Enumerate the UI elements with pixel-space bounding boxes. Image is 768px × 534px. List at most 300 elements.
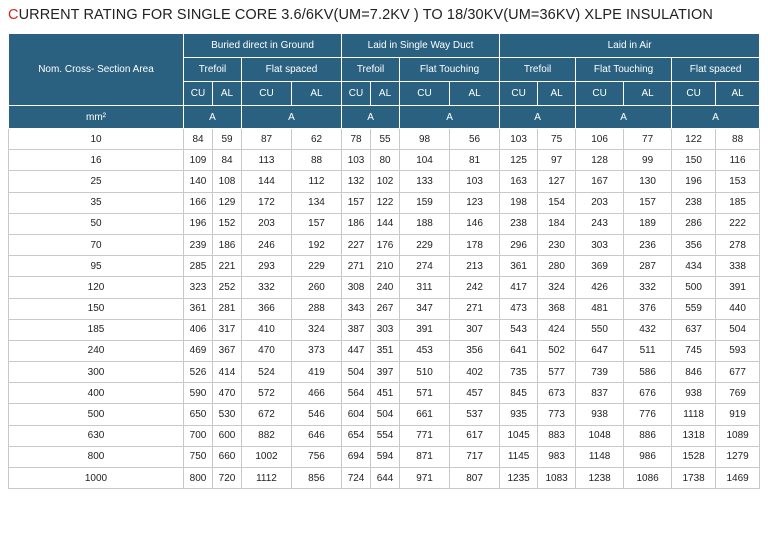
rating-cell: 77 [624,129,672,150]
area-cell: 35 [9,192,184,213]
conductor-header: CU [576,82,624,106]
conductor-header: AL [624,82,672,106]
rating-cell: 230 [538,234,576,255]
conductor-header: AL [716,82,760,106]
rating-cell: 846 [672,362,716,383]
rating-cell: 227 [342,234,371,255]
rating-cell: 750 [184,446,213,467]
rating-cell: 84 [184,129,213,150]
rating-cell: 203 [242,213,292,234]
area-cell: 10 [9,129,184,150]
rating-cell: 771 [400,425,450,446]
table-row [9,383,760,404]
rating-cell: 882 [242,425,292,446]
rating-cell: 203 [576,192,624,213]
rating-cell: 1469 [716,468,760,489]
conductor-header: AL [371,82,400,106]
rating-cell: 1112 [242,468,292,489]
subheader: Trefoil [500,58,576,82]
table-row [9,425,760,446]
rating-cell: 590 [184,383,213,404]
title-initial: C [8,7,19,23]
table-row [9,319,760,340]
rating-cell: 644 [371,468,400,489]
rating-cell: 776 [624,404,672,425]
rating-cell: 694 [342,446,371,467]
rating-cell: 128 [576,150,624,171]
rating-cell: 75 [538,129,576,150]
rating-cell: 132 [342,171,371,192]
conductor-header: CU [672,82,716,106]
area-cell: 630 [9,425,184,446]
rating-cell: 511 [624,340,672,361]
rating-cell: 157 [292,213,342,234]
header-cross-section: Nom. Cross- Section Area [9,34,184,106]
rating-cell: 154 [538,192,576,213]
rating-cell: 351 [371,340,400,361]
rating-cell: 163 [500,171,538,192]
rating-cell: 546 [292,404,342,425]
unit-current: A [242,106,342,129]
rating-cell: 919 [716,404,760,425]
rating-cell: 108 [213,171,242,192]
rating-cell: 543 [500,319,538,340]
rating-cell: 293 [242,256,292,277]
table-row [9,171,760,192]
rating-cell: 724 [342,468,371,489]
rating-cell: 240 [371,277,400,298]
area-cell: 300 [9,362,184,383]
area-cell: 25 [9,171,184,192]
rating-cell: 397 [371,362,400,383]
rating-cell: 1235 [500,468,538,489]
rating-cell: 661 [400,404,450,425]
area-cell: 240 [9,340,184,361]
rating-cell: 473 [500,298,538,319]
rating-cell: 571 [400,383,450,404]
rating-cell: 84 [213,150,242,171]
rating-cell: 717 [450,446,500,467]
conductor-header: CU [342,82,371,106]
area-cell: 120 [9,277,184,298]
rating-cell: 559 [672,298,716,319]
rating-cell: 198 [500,192,538,213]
unit-current: A [672,106,760,129]
rating-cell: 756 [292,446,342,467]
area-cell: 185 [9,319,184,340]
rating-cell: 773 [538,404,576,425]
rating-cell: 745 [672,340,716,361]
table-row [9,234,760,255]
rating-cell: 278 [716,234,760,255]
rating-cell: 1145 [500,446,538,467]
rating-cell: 526 [184,362,213,383]
header-single-way-duct: Laid in Single Way Duct [342,34,500,58]
rating-cell: 332 [242,277,292,298]
rating-cell: 593 [716,340,760,361]
unit-current: A [184,106,242,129]
rating-cell: 271 [342,256,371,277]
rating-cell: 80 [371,150,400,171]
rating-cell: 134 [292,192,342,213]
rating-cell: 524 [242,362,292,383]
rating-cell: 1279 [716,446,760,467]
rating-cell: 140 [184,171,213,192]
rating-cell: 617 [450,425,500,446]
rating-cell: 410 [242,319,292,340]
rating-cell: 116 [716,150,760,171]
rating-cell: 55 [371,129,400,150]
rating-cell: 646 [292,425,342,446]
rating-cell: 88 [716,129,760,150]
rating-cell: 236 [624,234,672,255]
rating-cell: 62 [292,129,342,150]
header-buried-direct: Buried direct in Ground [184,34,342,58]
rating-cell: 144 [371,213,400,234]
rating-cell: 660 [213,446,242,467]
unit-current: A [400,106,500,129]
rating-cell: 150 [672,150,716,171]
unit-current: A [576,106,672,129]
rating-cell: 720 [213,468,242,489]
rating-cell: 935 [500,404,538,425]
rating-cell: 1089 [716,425,760,446]
rating-cell: 189 [624,213,672,234]
rating-cell: 213 [450,256,500,277]
rating-cell: 406 [184,319,213,340]
rating-cell: 303 [576,234,624,255]
rating-cell: 347 [400,298,450,319]
rating-cell: 502 [538,340,576,361]
rating-cell: 146 [450,213,500,234]
table-row [9,256,760,277]
rating-cell: 222 [716,213,760,234]
rating-cell: 650 [184,404,213,425]
rating-cell: 109 [184,150,213,171]
rating-cell: 419 [292,362,342,383]
rating-cell: 167 [576,171,624,192]
rating-cell: 186 [213,234,242,255]
rating-cell: 56 [450,129,500,150]
rating-cell: 281 [213,298,242,319]
current-rating-table [8,33,760,489]
rating-cell: 440 [716,298,760,319]
rating-cell: 800 [184,468,213,489]
rating-cell: 1002 [242,446,292,467]
rating-cell: 343 [342,298,371,319]
rating-cell: 229 [400,234,450,255]
rating-cell: 1083 [538,468,576,489]
rating-cell: 311 [400,277,450,298]
rating-cell: 672 [242,404,292,425]
rating-cell: 586 [624,362,672,383]
rating-cell: 938 [576,404,624,425]
rating-cell: 504 [342,362,371,383]
conductor-header: AL [213,82,242,106]
subheader: Flat Touching [400,58,500,82]
rating-cell: 78 [342,129,371,150]
rating-cell: 159 [400,192,450,213]
rating-cell: 286 [672,213,716,234]
rating-cell: 432 [624,319,672,340]
rating-cell: 466 [292,383,342,404]
rating-cell: 238 [500,213,538,234]
rating-cell: 594 [371,446,400,467]
rating-cell: 564 [342,383,371,404]
rating-cell: 424 [538,319,576,340]
rating-cell: 938 [672,383,716,404]
table-row [9,404,760,425]
rating-cell: 122 [371,192,400,213]
rating-cell: 356 [450,340,500,361]
table-header [9,34,760,129]
rating-cell: 129 [213,192,242,213]
rating-cell: 550 [576,319,624,340]
rating-cell: 104 [400,150,450,171]
rating-cell: 274 [400,256,450,277]
table-row [9,298,760,319]
rating-cell: 87 [242,129,292,150]
subheader: Trefoil [184,58,242,82]
rating-cell: 307 [450,319,500,340]
rating-cell: 1238 [576,468,624,489]
rating-cell: 453 [400,340,450,361]
conductor-header: CU [242,82,292,106]
rating-cell: 604 [342,404,371,425]
rating-cell: 296 [500,234,538,255]
rating-cell: 152 [213,213,242,234]
rating-cell: 196 [672,171,716,192]
rating-cell: 285 [184,256,213,277]
rating-cell: 1528 [672,446,716,467]
rating-cell: 188 [400,213,450,234]
unit-area: mm² [9,106,184,129]
rating-cell: 676 [624,383,672,404]
rating-cell: 470 [242,340,292,361]
table-row [9,340,760,361]
rating-cell: 356 [672,234,716,255]
unit-current: A [342,106,400,129]
rating-cell: 361 [500,256,538,277]
rating-cell: 376 [624,298,672,319]
rating-cell: 166 [184,192,213,213]
rating-cell: 99 [624,150,672,171]
rating-cell: 252 [213,277,242,298]
rating-cell: 267 [371,298,400,319]
rating-cell: 1318 [672,425,716,446]
rating-cell: 1045 [500,425,538,446]
rating-cell: 481 [576,298,624,319]
page-title [8,4,713,26]
area-cell: 800 [9,446,184,467]
rating-cell: 983 [538,446,576,467]
rating-cell: 677 [716,362,760,383]
table-row [9,277,760,298]
rating-cell: 469 [184,340,213,361]
rating-cell: 123 [450,192,500,213]
table-body [9,129,760,489]
rating-cell: 88 [292,150,342,171]
rating-cell: 243 [576,213,624,234]
rating-cell: 153 [716,171,760,192]
rating-cell: 81 [450,150,500,171]
rating-cell: 417 [500,277,538,298]
rating-cell: 1048 [576,425,624,446]
rating-cell: 366 [242,298,292,319]
table-row [9,446,760,467]
rating-cell: 103 [342,150,371,171]
rating-cell: 271 [450,298,500,319]
rating-cell: 192 [292,234,342,255]
rating-cell: 369 [576,256,624,277]
rating-cell: 185 [716,192,760,213]
rating-cell: 287 [624,256,672,277]
area-cell: 16 [9,150,184,171]
rating-cell: 196 [184,213,213,234]
rating-cell: 98 [400,129,450,150]
title-rest: URRENT RATING FOR SINGLE CORE 3.6/6KV(UM=7.2KV ) TO 18/30KV(UM=36KV) XLPE INSULATION [18,7,713,23]
rating-cell: 447 [342,340,371,361]
rating-cell: 986 [624,446,672,467]
area-cell: 500 [9,404,184,425]
rating-cell: 239 [184,234,213,255]
rating-cell: 323 [184,277,213,298]
rating-cell: 133 [400,171,450,192]
rating-cell: 242 [450,277,500,298]
rating-cell: 229 [292,256,342,277]
rating-cell: 59 [213,129,242,150]
conductor-header: AL [292,82,342,106]
conductor-header: CU [500,82,538,106]
rating-cell: 871 [400,446,450,467]
rating-cell: 157 [624,192,672,213]
subheader: Flat Touching [576,58,672,82]
rating-cell: 572 [242,383,292,404]
rating-cell: 246 [242,234,292,255]
rating-cell: 577 [538,362,576,383]
rating-cell: 739 [576,362,624,383]
rating-cell: 338 [716,256,760,277]
rating-cell: 367 [213,340,242,361]
rating-cell: 641 [500,340,538,361]
table-row [9,129,760,150]
rating-cell: 387 [342,319,371,340]
rating-cell: 530 [213,404,242,425]
table-row [9,192,760,213]
rating-cell: 883 [538,425,576,446]
rating-cell: 510 [400,362,450,383]
rating-cell: 280 [538,256,576,277]
rating-cell: 391 [400,319,450,340]
rating-cell: 102 [371,171,400,192]
table-row [9,213,760,234]
rating-cell: 324 [292,319,342,340]
rating-cell: 554 [371,425,400,446]
rating-cell: 317 [213,319,242,340]
rating-cell: 112 [292,171,342,192]
rating-cell: 106 [576,129,624,150]
rating-cell: 113 [242,150,292,171]
conductor-header: AL [450,82,500,106]
rating-cell: 504 [716,319,760,340]
area-cell: 70 [9,234,184,255]
table-row [9,150,760,171]
area-cell: 95 [9,256,184,277]
rating-cell: 186 [342,213,371,234]
rating-cell: 172 [242,192,292,213]
rating-cell: 103 [500,129,538,150]
rating-cell: 769 [716,383,760,404]
rating-cell: 414 [213,362,242,383]
subheader: Trefoil [342,58,400,82]
rating-cell: 210 [371,256,400,277]
rating-cell: 426 [576,277,624,298]
rating-cell: 470 [213,383,242,404]
rating-cell: 837 [576,383,624,404]
rating-cell: 700 [184,425,213,446]
rating-cell: 184 [538,213,576,234]
rating-cell: 537 [450,404,500,425]
rating-cell: 1738 [672,468,716,489]
subheader: Flat spaced [242,58,342,82]
rating-cell: 402 [450,362,500,383]
rating-cell: 176 [371,234,400,255]
rating-cell: 391 [716,277,760,298]
rating-cell: 647 [576,340,624,361]
rating-cell: 434 [672,256,716,277]
rating-cell: 654 [342,425,371,446]
rating-cell: 845 [500,383,538,404]
rating-cell: 103 [450,171,500,192]
table-row [9,468,760,489]
area-cell: 150 [9,298,184,319]
rating-cell: 221 [213,256,242,277]
subheader: Flat spaced [672,58,760,82]
conductor-header: AL [538,82,576,106]
rating-cell: 373 [292,340,342,361]
rating-cell: 125 [500,150,538,171]
rating-cell: 260 [292,277,342,298]
rating-cell: 600 [213,425,242,446]
area-cell: 50 [9,213,184,234]
rating-cell: 308 [342,277,371,298]
rating-cell: 457 [450,383,500,404]
conductor-header: CU [184,82,213,106]
rating-cell: 1118 [672,404,716,425]
rating-cell: 637 [672,319,716,340]
rating-cell: 368 [538,298,576,319]
area-cell: 400 [9,383,184,404]
rating-cell: 1148 [576,446,624,467]
rating-cell: 504 [371,404,400,425]
rating-cell: 303 [371,319,400,340]
rating-cell: 122 [672,129,716,150]
conductor-header: CU [400,82,450,106]
header-laid-in-air: Laid in Air [500,34,760,58]
rating-cell: 332 [624,277,672,298]
rating-cell: 856 [292,468,342,489]
rating-cell: 735 [500,362,538,383]
rating-cell: 238 [672,192,716,213]
rating-cell: 451 [371,383,400,404]
rating-cell: 807 [450,468,500,489]
rating-cell: 971 [400,468,450,489]
rating-cell: 288 [292,298,342,319]
rating-cell: 361 [184,298,213,319]
rating-cell: 673 [538,383,576,404]
rating-cell: 1086 [624,468,672,489]
rating-cell: 324 [538,277,576,298]
